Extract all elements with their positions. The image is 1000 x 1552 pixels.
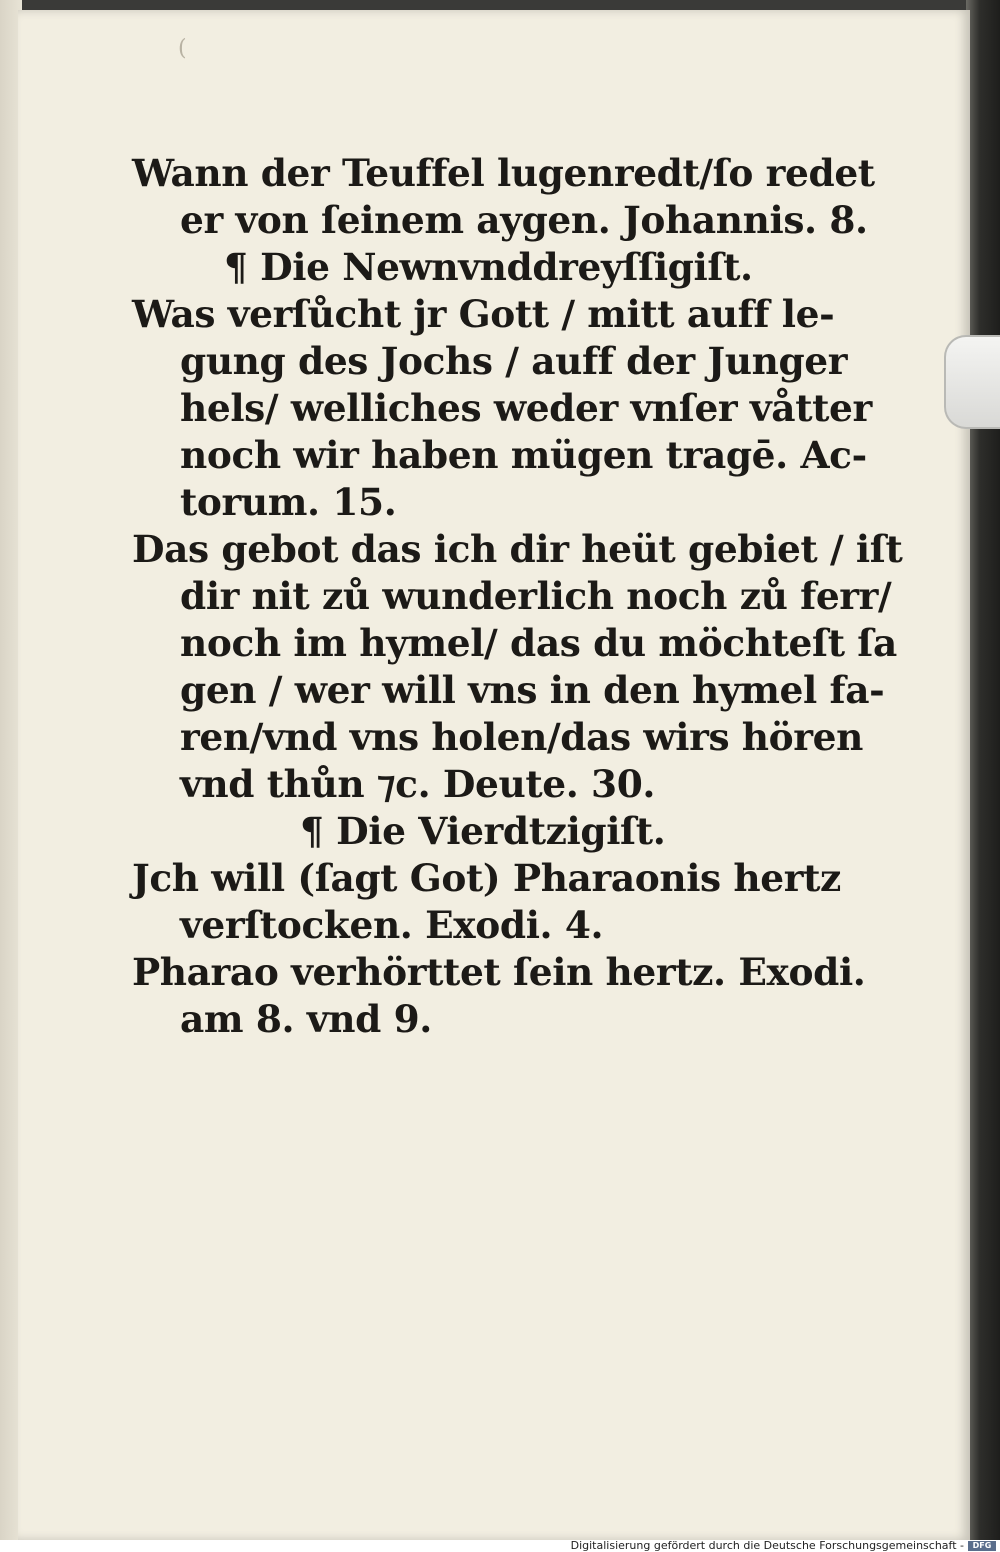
text-line: vnd thůn ⁊c. Deute. 30.	[180, 762, 656, 806]
text-line: verſtocken. Exodi. 4.	[180, 903, 604, 947]
page-edge-right	[966, 0, 1000, 1540]
page-text	[132, 150, 903, 1043]
page-clip	[944, 335, 1000, 429]
folio-mark: (	[178, 36, 187, 61]
text-line: gen / wer will vns in den hymel fa-	[180, 668, 885, 712]
text-line: torum. 15.	[180, 480, 397, 524]
text-line: noch im hymel/ das du möchteſt ſa	[180, 621, 897, 665]
text-line: Pharao verhörttet ſein hertz. Exodi.	[132, 950, 866, 994]
section-heading: ¶ Die Vierdtzigiſt.	[300, 809, 666, 853]
text-line: noch wir haben mügen tragē. Ac-	[180, 433, 867, 477]
text-line: gung des Jochs / auff der Junger	[180, 339, 848, 383]
funding-credit: Digitalisierung gefördert durch die Deutsche Forschungsgemeinschaft -	[570, 1539, 964, 1552]
text-line: am 8. vnd 9.	[180, 997, 432, 1041]
text-line: hels/ welliches weder vnſer våtter	[180, 386, 872, 430]
dfg-logo: DFG	[968, 1541, 996, 1551]
text-line: ren/vnd vns holen/das wirs hören	[180, 715, 863, 759]
text-line: Was verſůcht jr Gott / mitt auff le-	[132, 292, 835, 336]
section-heading: ¶ Die Newnvnddreyſſigiſt.	[224, 245, 753, 289]
text-line: Das gebot das ich dir heüt gebiet / iſt	[132, 527, 903, 571]
text-line: Jch will (ſagt Got) Pharaonis hertz	[132, 856, 841, 900]
text-line: er von ſeinem aygen. Johannis. 8.	[180, 198, 868, 242]
text-line: dir nit zů wunderlich noch zů ferr/	[180, 574, 892, 618]
text-line: Wann der Teuffel lugenredt/ſo redet	[132, 151, 875, 195]
